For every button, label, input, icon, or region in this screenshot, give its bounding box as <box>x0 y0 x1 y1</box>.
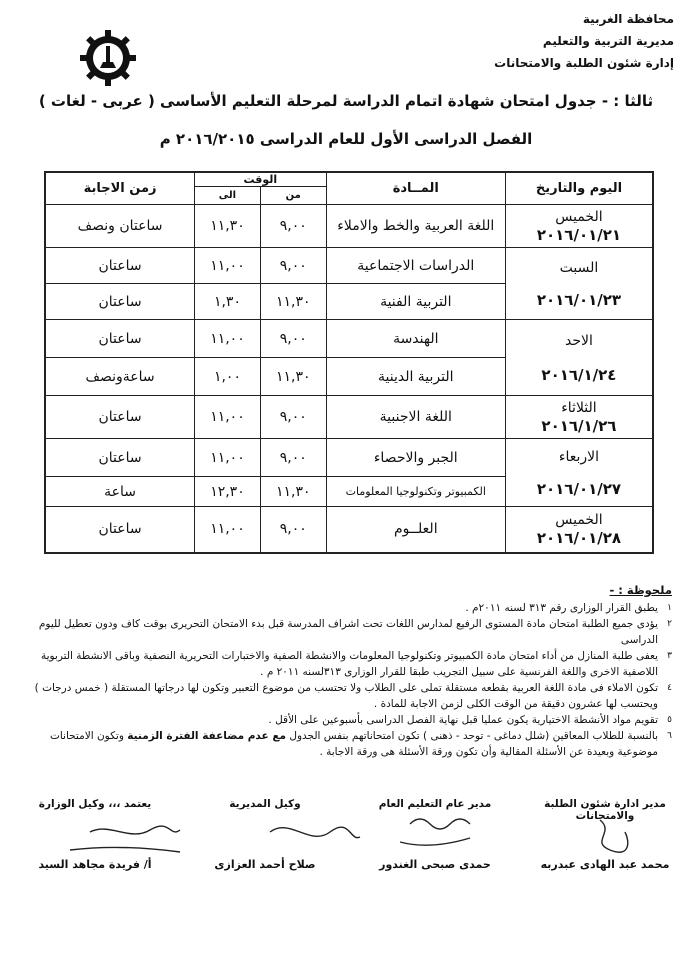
from-cell: ٩,٠٠ <box>260 507 326 553</box>
to-cell: ١١,٠٠ <box>195 396 261 439</box>
day-cell: الثلاثاء ٢٠١٦/١/٢٦ <box>505 396 653 439</box>
subject-cell: التربية الدينية <box>326 358 505 396</box>
signatory-name: أ/ فريدة مجاهد السيد <box>38 858 152 871</box>
subject-cell: الهندسة <box>326 320 505 358</box>
to-cell: ١١,٠٠ <box>195 248 261 284</box>
from-cell: ٩,٠٠ <box>260 320 326 358</box>
signature-title: مدير ادارة شئون الطلبة والامتحانات <box>544 798 666 822</box>
directorate-label: مديرية التربية والتعليم <box>542 34 674 48</box>
table-row <box>45 439 653 477</box>
subject-cell: العلــوم <box>326 507 505 553</box>
header-duration: زمن الاجابة <box>45 172 195 205</box>
day-cell: الخميس ٢٠١٦/٠١/٢٨ <box>505 507 653 553</box>
header-day: اليوم والتاريخ <box>505 172 653 205</box>
subject-cell: الدراسات الاجتماعية <box>326 248 505 284</box>
duration-cell: ساعتان <box>45 396 195 439</box>
day-cell: السبت ٢٠١٦/٠١/٢٣ <box>505 248 653 320</box>
to-cell: ١١,٣٠ <box>195 205 261 248</box>
signatory-name: حمدى صبحى الغندور <box>379 858 491 871</box>
note-item: ٢ يؤدى جميع الطلبة امتحان مادة المستوى الرفيع لمدارس اللغات تحت اشراف المدرسة قبل بدء الامتحان التحريرى بوقت كاف ودون تعطيل لليوم الدراسى <box>38 618 672 646</box>
note-item: ٦ بالنسبة للطلاب المعاقين (شلل دماغى - توحد - ذهنى ) تكون امتحاناتهم بنفس الجدول مع عدم مضاعفة الفترة الزمنية وتكون الامتحانات موضوعية وبعيدة عن الأسئلة المقالية وأن تكون ورقة الأسئلة هى ورقة الاجابة . <box>49 730 672 758</box>
duration-cell: ساعتان ونصف <box>45 205 195 248</box>
signature-title: يعتمد ،،، وكيل الوزارة <box>38 798 152 810</box>
from-cell: ٩,٠٠ <box>260 248 326 284</box>
table-row <box>45 248 653 284</box>
from-cell: ٩,٠٠ <box>260 439 326 477</box>
subject-cell: الجبر والاحصاء <box>326 439 505 477</box>
term-title: الفصل الدراسى الأول للعام الدراسى ٢٠١٦/٢٠١٥ م <box>159 130 533 148</box>
governorate-label: محافظة الغربية <box>582 12 674 26</box>
duration-cell: ساعتان <box>45 439 195 477</box>
to-cell: ١,٣٠ <box>195 284 261 320</box>
gear-logo-icon <box>78 28 138 88</box>
table-row <box>45 396 653 439</box>
header-from: من <box>260 187 326 205</box>
note-item: ٤ تكون الاملاء فى مادة اللغة العربية بقطعه مستقلة تملى على الطلاب ولا تحتسب من موضوع التعبير وتكون لها درجاتها المستقلة ( خمس درجات ) ويحتسب لها عشرون دقيقة من الوقت الكلى لزمن الاجابة للمادة . <box>34 682 672 710</box>
document-title: ثالثا : - جدول امتحان شهادة اتمام الدراسة لمرحلة التعليم الأساسى ( عربى - لغات ) <box>38 92 654 110</box>
duration-cell: ساعتان <box>45 248 195 284</box>
notes-title: ملحوظة : - <box>609 583 672 597</box>
table-row <box>45 320 653 358</box>
from-cell: ١١,٣٠ <box>260 477 326 507</box>
to-cell: ١٢,٣٠ <box>195 477 261 507</box>
duration-cell: ساعتان <box>45 320 195 358</box>
table-row <box>45 507 653 553</box>
subject-cell: اللغة الاجنبية <box>326 396 505 439</box>
header-subject: المــادة <box>326 172 505 205</box>
signatory-name: محمد عبد الهادى عبدربه <box>540 858 670 871</box>
signature-title: مدير عام التعليم العام <box>378 798 492 810</box>
header-to: الى <box>195 187 261 205</box>
day-cell: الاربعاء ٢٠١٦/٠١/٢٧ <box>505 439 653 507</box>
note-item: ٥ تقويم مواد الأنشطة الاختيارية يكون عمليا قبل نهاية الفصل الدراسى بأسبوعين على الأقل . <box>268 714 672 726</box>
day-cell: الاحد ٢٠١٦/١/٢٤ <box>505 320 653 396</box>
duration-cell: ساعة <box>45 477 195 507</box>
signature-title: وكيل المديرية <box>229 798 301 810</box>
to-cell: ١١,٠٠ <box>195 507 261 553</box>
duration-cell: ساعتان <box>45 284 195 320</box>
from-cell: ١١,٣٠ <box>260 358 326 396</box>
department-label: إدارة شئون الطلبة والامتحانات <box>494 56 674 70</box>
day-cell: الخميس ٢٠١٦/٠١/٢١ <box>505 205 653 248</box>
subject-cell: الكمبيوتر وتكنولوجيا المعلومات <box>326 477 505 507</box>
to-cell: ١,٠٠ <box>195 358 261 396</box>
subject-cell: اللغة العربية والخط والاملاء <box>326 205 505 248</box>
from-cell: ٩,٠٠ <box>260 205 326 248</box>
table-row <box>45 205 653 248</box>
subject-cell: التربية الفنية <box>326 284 505 320</box>
note-item: ٣ يعفى طلبة المنازل من أداء امتحان مادة الكمبيوتر وتكنولوجيا المعلومات والانشطة الصفية والاختبارات التحريرية النصفية وباقى الانشطة التربوية اللاصفية الاخرى واللغة الفرنسية على سبيل التجريب طبقا للقرار الوزارى ٣١٣لسنه ٢٠١١ م . <box>40 650 672 678</box>
to-cell: ١١,٠٠ <box>195 439 261 477</box>
to-cell: ١١,٠٠ <box>195 320 261 358</box>
from-cell: ٩,٠٠ <box>260 396 326 439</box>
duration-cell: ساعتان <box>45 507 195 553</box>
duration-cell: ساعةونصف <box>45 358 195 396</box>
signatory-name: صلاح أحمد العزازى <box>214 858 316 871</box>
document-header <box>414 8 674 74</box>
handwritten-signatures <box>30 812 670 862</box>
exam-schedule-table <box>44 171 654 554</box>
note-item: ١ يطبق القرار الوزارى رقم ٣١٣ لسنه ٢٠١١م . <box>465 602 672 614</box>
from-cell: ١١,٣٠ <box>260 284 326 320</box>
signature-names <box>20 858 680 871</box>
header-time: الوقت <box>195 172 327 187</box>
notes-section <box>12 582 672 760</box>
